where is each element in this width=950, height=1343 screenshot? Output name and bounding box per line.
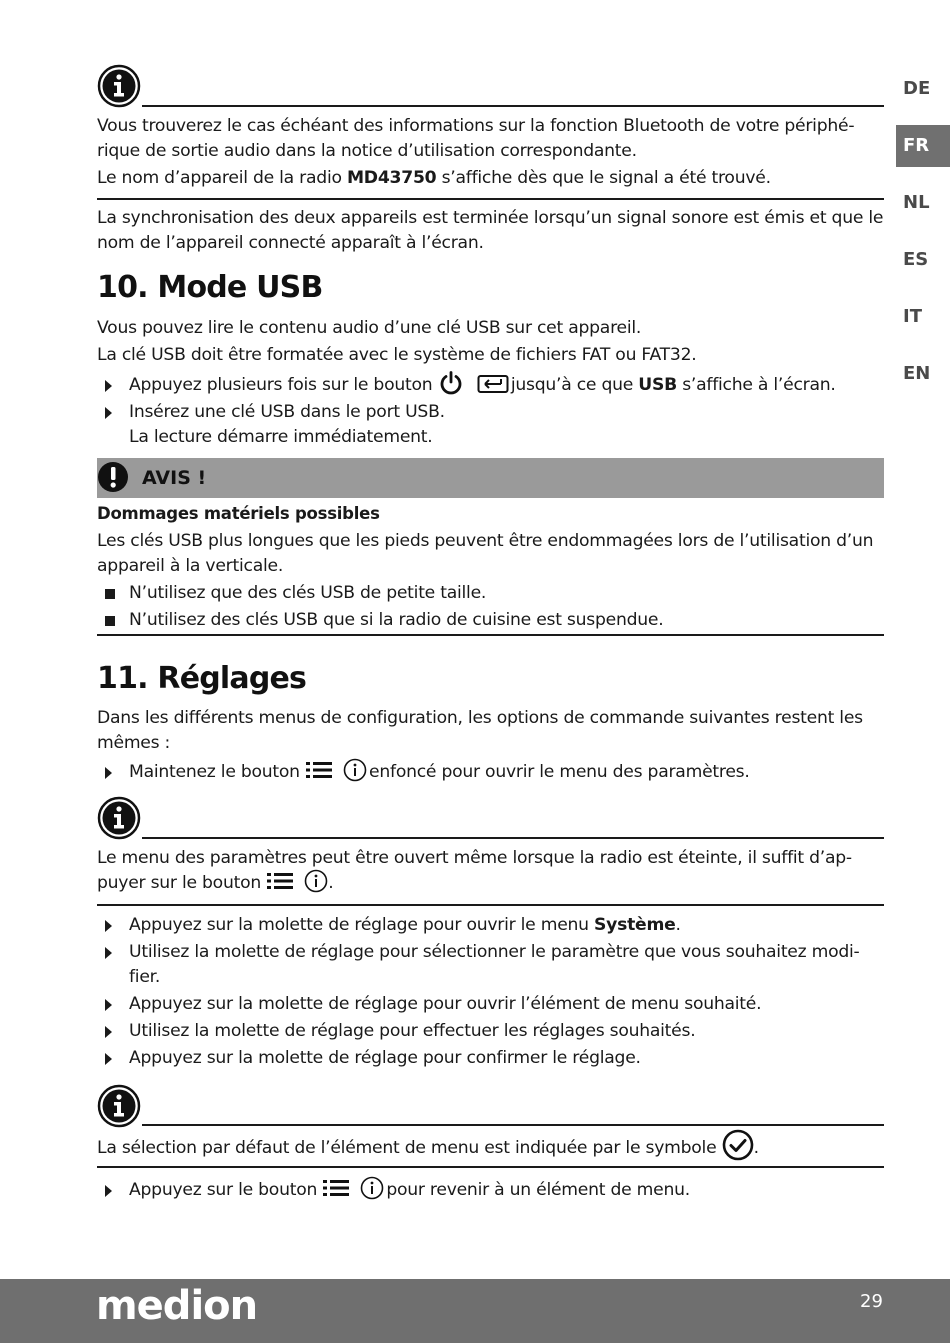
note1-text: Vous trouverez le cas échéant des informations sur la fonction Bluetooth de votre périphé- rique de sortie audio dans la notice d’utilisation correspondante.	[97, 116, 855, 161]
settings-note: Le menu des paramètres peut être ouvert même lorsque la radio est éteinte, il suffit d’ap- puyer sur le bouton .	[97, 848, 852, 893]
arrow-bullet-icon	[105, 407, 112, 419]
usb-para-1: Vous pouvez lire le contenu audio d’une clé USB sur cet appareil.	[97, 318, 642, 338]
avis-heading: Dommages matériels possibles	[97, 504, 380, 523]
info-icon	[97, 64, 141, 108]
arrow-bullet-icon	[105, 1185, 112, 1197]
section-10-title: 10. Mode USB	[97, 270, 323, 305]
avis-banner	[97, 458, 884, 498]
note-rule-bottom	[97, 1166, 884, 1168]
lang-tab-it[interactable]: IT	[903, 306, 922, 327]
model-number: MD43750	[346, 168, 437, 188]
settings-intro: Dans les différents menus de configuration, les options de commande suivantes restent les mêmes :	[97, 708, 863, 753]
page-number: 29	[860, 1291, 883, 1312]
arrow-bullet-icon	[105, 1026, 112, 1038]
note1-device-name: Le nom d’appareil de la radio MD43750 s’affiche dès que le signal a été trouvé.	[97, 168, 771, 188]
note-rule-bottom	[97, 904, 884, 906]
info-circle-icon	[304, 869, 328, 893]
section-11-title: 11. Réglages	[97, 661, 307, 696]
note-rule-top	[142, 837, 884, 839]
arrow-bullet-icon	[105, 380, 112, 392]
sync-paragraph: La synchronisation des deux appareils est terminée lorsqu’un signal sonore est émis et que le nom de l’appareil connecté apparaît à l’écran.	[97, 208, 884, 253]
lang-tab-en[interactable]: EN	[903, 363, 931, 384]
avis-text: Les clés USB plus longues que les pieds peuvent être endommagées lors de l’utilisation d’un appareil à la verticale.	[97, 531, 874, 576]
medion-logo: medion	[96, 1283, 258, 1329]
menu-list-icon	[305, 760, 333, 780]
info-icon	[97, 1084, 141, 1128]
power-icon	[438, 370, 464, 396]
lang-tab-de[interactable]: DE	[903, 78, 931, 99]
arrow-bullet-icon	[105, 999, 112, 1011]
info-circle-icon	[343, 758, 367, 782]
square-bullet-icon	[105, 616, 115, 626]
info-icon	[97, 796, 141, 840]
arrow-bullet-icon	[105, 1053, 112, 1065]
note-rule-top	[142, 1124, 884, 1126]
avis-label: AVIS !	[142, 467, 207, 489]
menu-list-icon	[322, 1178, 350, 1198]
note-rule-top	[142, 105, 884, 107]
info-circle-icon	[360, 1176, 384, 1200]
checkmark-circle-icon	[722, 1129, 754, 1161]
lang-tab-fr[interactable]: FR	[896, 125, 950, 167]
default-selection-note: La sélection par défaut de l’élément de menu est indiquée par le symbole .	[97, 1135, 759, 1161]
usb-para-2: La clé USB doit être formatée avec le système de fichiers FAT ou FAT32.	[97, 345, 697, 365]
menu-list-icon	[266, 871, 294, 891]
avis-rule-bottom	[97, 634, 884, 636]
arrow-bullet-icon	[105, 920, 112, 932]
note-rule-bottom	[97, 198, 884, 200]
lang-tab-es[interactable]: ES	[903, 249, 929, 270]
warning-icon	[97, 461, 129, 493]
arrow-bullet-icon	[105, 767, 112, 779]
source-input-icon	[477, 374, 509, 394]
lang-tab-nl[interactable]: NL	[903, 192, 930, 213]
square-bullet-icon	[105, 589, 115, 599]
arrow-bullet-icon	[105, 947, 112, 959]
